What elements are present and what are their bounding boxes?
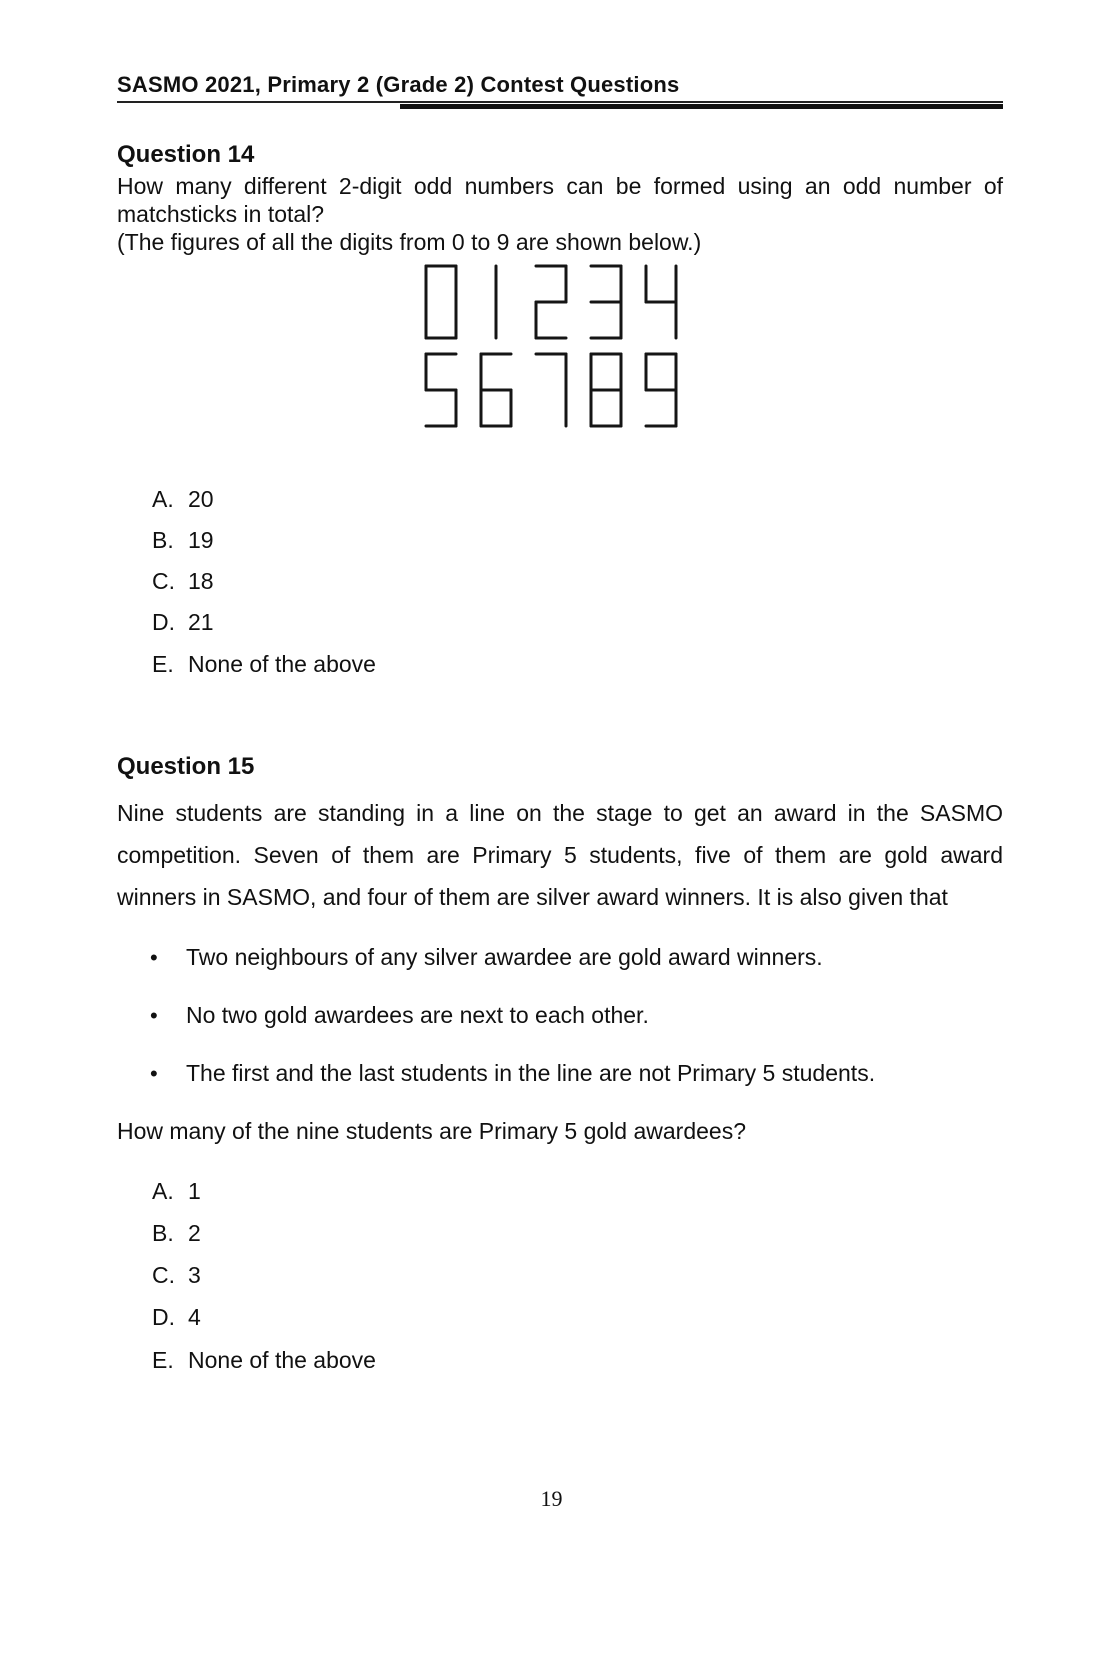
q14-option-b[interactable] [152,527,214,554]
q15-option-d[interactable] [152,1304,201,1331]
option-text: 2 [188,1220,201,1246]
header-rule-thick [400,104,1003,109]
option-text: None of the above [188,1347,376,1373]
option-text: 19 [188,527,214,553]
option-text: 18 [188,568,214,594]
bullet-icon: • [150,1003,158,1028]
matchstick-digit-0 [426,266,456,338]
matchstick-digit-4 [646,266,676,338]
page-header-title: SASMO 2021, Primary 2 (Grade 2) Contest Questions [117,72,680,97]
matchstick-digit-6 [481,354,511,426]
question-14-note: (The figures of all the digits from 0 to 9 are shown below.) [117,229,702,255]
option-text: None of the above [188,651,376,677]
q15-option-b[interactable] [152,1220,201,1247]
matchstick-digit-7 [536,354,566,426]
option-text: 20 [188,486,214,512]
matchstick-digits-figure [420,262,690,442]
q15-option-a[interactable] [152,1178,201,1205]
option-label: D. [152,1304,175,1330]
matchstick-digit-8 [591,354,621,426]
matchstick-digit-5 [426,354,456,426]
option-label: B. [152,1220,174,1246]
option-text: 4 [188,1304,201,1330]
q15-option-e[interactable] [152,1347,376,1374]
option-label: C. [152,1262,175,1288]
option-text: 1 [188,1178,201,1204]
bullet-item [150,1002,649,1029]
page-number: 19 [540,1486,563,1511]
question-15-title: Question 15 [117,753,255,780]
question-14-title: Question 14 [117,141,255,168]
bullet-icon: • [150,1061,158,1086]
option-label: A. [152,486,174,512]
bullet-item [150,944,823,971]
option-text: 3 [188,1262,201,1288]
q14-option-d[interactable] [152,609,214,636]
option-label: A. [152,1178,174,1204]
matchstick-digit-3 [591,266,621,338]
question-14-text: How many different 2-digit odd numbers can be formed using an odd number of matchsticks in total? [117,173,1003,227]
q15-option-c[interactable] [152,1262,201,1289]
option-label: C. [152,568,175,594]
option-label: E. [152,651,174,677]
bullet-icon: • [150,945,158,970]
option-label: D. [152,609,175,635]
q14-option-c[interactable] [152,568,214,595]
bullet-text: The first and the last students in the line are not Primary 5 students. [186,1060,876,1086]
bullet-text: Two neighbours of any silver awardee are gold award winners. [186,944,823,970]
header-rule [117,101,1003,103]
bullet-item [150,1060,875,1087]
option-label: E. [152,1347,174,1373]
question-15-prompt: How many of the nine students are Primary 5 gold awardees? [117,1118,746,1144]
option-text: 21 [188,609,214,635]
q14-option-a[interactable] [152,486,214,513]
q14-option-e[interactable] [152,651,376,678]
matchstick-digit-2 [536,266,566,338]
matchstick-digit-9 [646,354,676,426]
option-label: B. [152,527,174,553]
bullet-text: No two gold awardees are next to each other. [186,1002,649,1028]
question-15-text: Nine students are standing in a line on the stage to get an award in the SASMO competition. Seven of them are Primary 5 students, five of them are gold award winners in SASMO, and four of them are silver award winners. It is also given that [117,800,1003,910]
